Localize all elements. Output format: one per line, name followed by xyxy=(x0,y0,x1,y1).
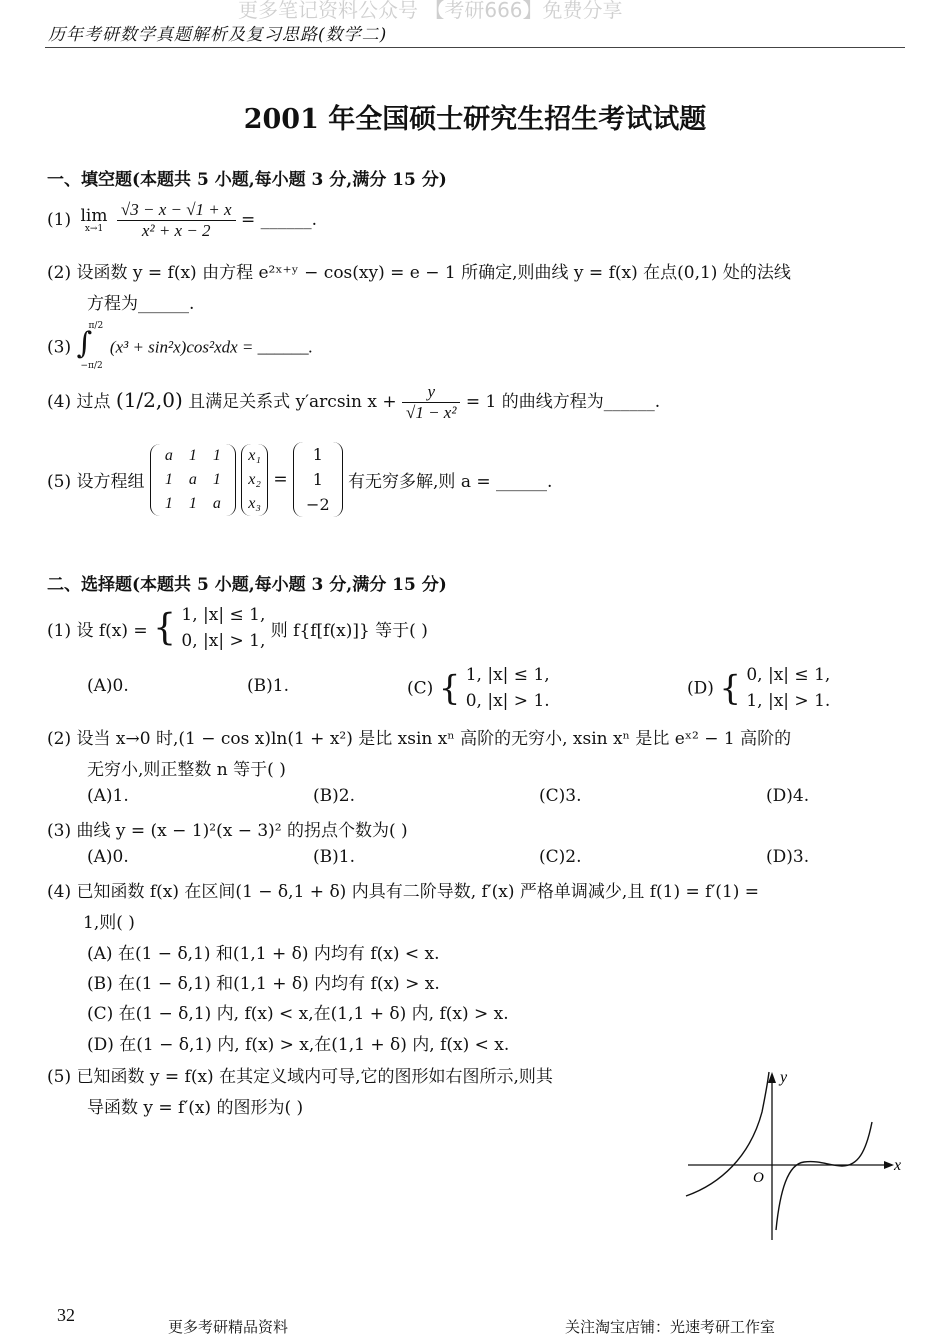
s2-q5-line1: (5) 已知函数 y = f(x) 在其定义域内可导,它的图形如右图所示,则其 xyxy=(47,1067,553,1087)
s1-q4-point: (1/2,0) xyxy=(115,388,183,412)
origin-label: O xyxy=(753,1170,764,1186)
x-axis-label: x xyxy=(894,1157,902,1174)
s1-q1-denominator: x² + x − 2 xyxy=(141,221,211,240)
s1-q5-num: (5) 设方程组 xyxy=(47,472,145,492)
s2-q1-tail: 则 f{f[f(x)]} 等于( ) xyxy=(270,621,428,641)
footer-left: 更多考研精品资料 xyxy=(168,1318,289,1336)
s2-q1-option-c: (C) { 1, |x| ≤ 1, 0, |x| > 1. xyxy=(407,665,550,711)
s1-q1-tail: = ______. xyxy=(240,210,318,230)
integral-icon: ∫ xyxy=(76,326,93,361)
s1-q3 xyxy=(47,321,313,371)
s2-q4-option-c: (C) 在(1 − δ,1) 内, f(x) < x,在(1,1 + δ) 内, f(x) > x. xyxy=(87,1004,509,1024)
s1-q3-body: (x³ + sin²x)cos²xdx = ______. xyxy=(109,337,313,357)
s2-q2-line2: 无穷小,则正整数 n 等于( ) xyxy=(87,760,286,780)
footer-right: 关注淘宝店铺：光速考研工作室 xyxy=(565,1318,776,1336)
rhs-vector: 1 1 −2 xyxy=(293,442,343,517)
s1-q3-upper: π/2 xyxy=(88,321,104,331)
watermark: 更多笔记资料公众号 【考研666】免费分享 xyxy=(238,0,623,22)
s2-q1: (1) 设 f(x) = { 1, |x| ≤ 1, 0, |x| > 1, 则 f{f[f(x)]} 等于( ) xyxy=(47,603,428,654)
s2-q3-line: (3) 曲线 y = (x − 1)²(x − 3)² 的拐点个数为( ) xyxy=(47,821,408,841)
s2-q2-option-c: (C)3. xyxy=(539,786,582,806)
y-axis-label: y xyxy=(780,1069,788,1086)
s2-q3-option-a: (A)0. xyxy=(87,847,129,867)
section1-heading: 一、填空题(本题共 5 小题,每小题 3 分,满分 15 分) xyxy=(47,170,447,190)
s2-q4-option-d: (D) 在(1 − δ,1) 内, f(x) > x,在(1,1 + δ) 内, f(x) < x. xyxy=(87,1035,510,1055)
coef-matrix: a 1 1 1 a 1 1 1 a xyxy=(150,444,236,516)
s1-q2-line2: 方程为______. xyxy=(87,294,195,314)
s2-q5-line2: 导函数 y = f′(x) 的图形为( ) xyxy=(87,1098,304,1118)
s1-q4-frac-den: √1 − x² xyxy=(405,403,457,422)
s1-q2-line1: (2) 设函数 y = f(x) 由方程 e²ˣ⁺ʸ − cos(xy) = e − 1 所确定,则曲线 y = f(x) 在点(0,1) 处的法线 xyxy=(47,263,791,283)
s2-q4-line2: 1,则( ) xyxy=(83,913,135,933)
s1-q1-numerator: √3 − x − √1 + x xyxy=(117,200,236,221)
s1-q1-lim-sub: x→1 xyxy=(84,223,104,234)
s2-q1-case1: 1, |x| ≤ 1, xyxy=(181,605,266,625)
s1-q5: (5) 设方程组 a 1 1 1 a 1 1 1 a x₁ x₂ x₃ = 1 1 −2 有无穷多解,则 a = ______. xyxy=(47,442,552,517)
s2-q4-line1: (4) 已知函数 f(x) 在区间(1 − δ,1 + δ) 内具有二阶导数, f′(x) 严格单调减少,且 f(1) = f′(1) = xyxy=(47,882,760,902)
s1-q1 xyxy=(47,200,317,241)
s1-q1-lim: lim xyxy=(80,205,108,226)
function-graph xyxy=(680,1062,910,1247)
running-header: 历年考研数学真题解析及复习思路(数学二) xyxy=(48,25,388,45)
s1-q4-text: 且满足关系式 y′arcsin x + xyxy=(188,392,397,412)
s2-q4-option-a: (A) 在(1 − δ,1) 和(1,1 + δ) 内均有 f(x) < x. xyxy=(87,944,440,964)
x-axis-arrow-icon xyxy=(884,1161,894,1169)
section2-heading: 二、选择题(本题共 5 小题,每小题 3 分,满分 15 分) xyxy=(47,575,447,595)
s1-q1-num: (1) xyxy=(47,210,72,230)
s1-q3-lower: −π/2 xyxy=(80,361,103,371)
s2-q3-option-c: (C)2. xyxy=(539,847,582,867)
s2-q1-option-a: (A)0. xyxy=(87,676,129,696)
s2-q3-option-d: (D)3. xyxy=(766,847,810,867)
s1-q4-tail: = 1 的曲线方程为______. xyxy=(465,392,661,412)
s2-q1-option-d: (D) { 0, |x| ≤ 1, 1, |x| > 1. xyxy=(687,665,831,711)
s2-q2-option-b: (B)2. xyxy=(313,786,355,806)
s2-q1-option-b: (B)1. xyxy=(247,676,289,696)
s1-q4-num: (4) 过点 xyxy=(47,392,111,412)
s1-q5-tail: 有无穷多解,则 a = ______. xyxy=(348,472,553,492)
page-title: 2001 年全国硕士研究生招生考试试题 xyxy=(243,104,707,135)
s2-q1-lead: (1) 设 f(x) = xyxy=(47,621,148,641)
page-number: 32 xyxy=(57,1305,75,1325)
s2-q1-case2: 0, |x| > 1, xyxy=(181,630,266,651)
curve-right-branch xyxy=(776,1122,872,1230)
s2-q4-option-b: (B) 在(1 − δ,1) 和(1,1 + δ) 内均有 f(x) > x. xyxy=(87,974,440,994)
s1-q3-num: (3) xyxy=(47,337,72,358)
s1-q4 xyxy=(47,382,660,423)
s2-q3-option-b: (B)1. xyxy=(313,847,355,867)
s2-q2-option-a: (A)1. xyxy=(87,786,129,806)
header-rule xyxy=(45,47,905,48)
s1-q4-frac-num: y xyxy=(402,382,460,403)
s2-q2-option-d: (D)4. xyxy=(766,786,810,806)
s2-q2-line1: (2) 设当 x→0 时,(1 − cos x)ln(1 + x²) 是比 xsin xⁿ 高阶的无穷小, xsin xⁿ 是比 eˣ² − 1 高阶的 xyxy=(47,729,792,749)
var-vector: x₁ x₂ x₃ xyxy=(241,444,268,516)
